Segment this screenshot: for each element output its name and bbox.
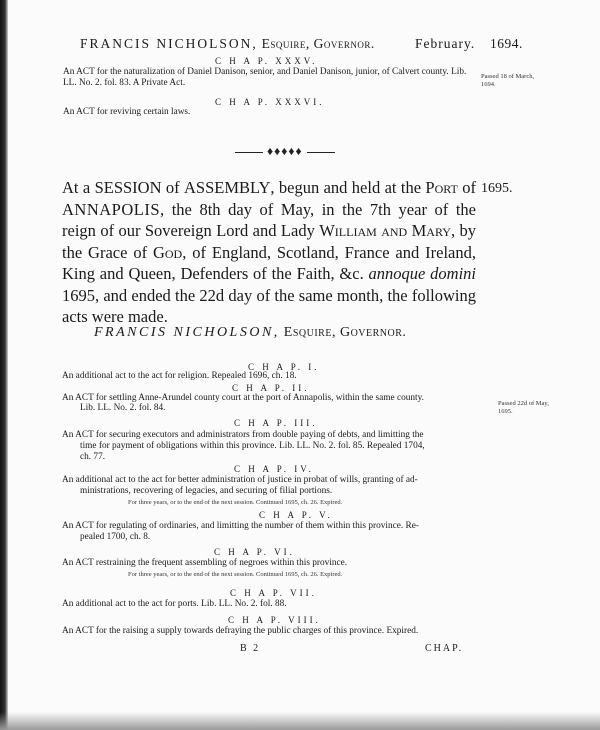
annapolis-word: ANNAPOLIS [62, 199, 161, 219]
margin-year: 1695. [481, 181, 513, 196]
assembly-word: ASSEMBLY [184, 178, 271, 197]
book-spine-shadow [0, 0, 8, 730]
chapter-heading: C H A P. III. [234, 418, 318, 428]
session-word: SESSION [94, 178, 162, 197]
chapter-heading: C H A P. V. [259, 510, 333, 520]
act-text: time for payment of obligations within this province. Lib. LL. No. 2. fol. 85. Repealed 1704, [80, 441, 425, 451]
act-text: An additional act to the act for better administration of justice in probat of wills, granting of ad- [62, 475, 418, 485]
margin-note: Passed 22d of May, 1695. [498, 400, 549, 415]
monarchs: William and Mary [319, 221, 451, 240]
chapter-heading: C H A P. VIII. [228, 615, 321, 625]
act-text: An ACT for the naturalization of Daniel Danison, senior, and Daniel Danison, junior, of Calvert county. Lib. LL. No. 2. fol. 83. A Private Act. [63, 67, 467, 88]
header-year: 1694. [490, 36, 523, 51]
ornament-rule-right [307, 152, 335, 153]
header-governor-title: Esquire, Governor. [261, 36, 375, 51]
chapter-heading: C H A P. I. [248, 362, 320, 372]
act-text: ch. 77. [80, 452, 106, 462]
header-month: February. [415, 36, 476, 51]
chapter-heading: C H A P. IV. [234, 464, 314, 474]
act-note: For three years, or to the end of the next session. Continued 1695, ch. 26. Expired. [128, 499, 343, 506]
act-text: An ACT for settling Anne-Arundel county court at the port of Annapolis, within the same county. [62, 393, 425, 403]
session-paragraph: At a SESSION of ASSEMBLY, begun and held at the Port of ANNAPOLIS, the 8th day of May, in the 7th year of the reign of our Sovereign Lord and Lady William and Mary, by the Grace of God, of England, Scotland, France and Ireland, King and Queen, Defenders of the Faith, &c. annoque domini 1695, and ended the 22d day of the same month, the following acts were made. [62, 178, 477, 326]
chapter-heading: C H A P. VII. [230, 588, 317, 598]
act-note: For three years, or to the end of the next session. Continued 1695, ch. 26. Expired. [128, 571, 343, 578]
act-text: ministrations, recovering of legacies, and securing of filial portions. [80, 486, 333, 496]
ornament-diamonds: ♦♦♦♦♦ [267, 144, 303, 158]
act-text: An ACT for regulating of ordinaries, and limitting the number of them within this province. Re- [62, 521, 419, 531]
ornament-rule-left [235, 152, 263, 153]
ornament-divider [235, 144, 335, 159]
act-text: An ACT for reviving certain laws. [63, 107, 191, 117]
governor-name: FRANCIS NICHOLSON, [94, 325, 280, 340]
chapter-heading: C H A P. XXXVI. [215, 97, 325, 107]
margin-note: Passed 18 of March, 1694. [481, 73, 535, 88]
header-governor-name: FRANCIS NICHOLSON, [80, 36, 258, 51]
chapter-heading: C H A P. II. [232, 383, 310, 393]
act-text: An ACT for securing executors and administrators from double paying of debts, and limitting the [62, 430, 424, 440]
signature-mark: B 2 [240, 643, 261, 654]
governor-title: Esquire, Governor. [283, 325, 407, 340]
catchword: CHAP. [425, 643, 464, 654]
act-text: An additional act to the act for religion. Repealed 1696, ch. 18. [62, 371, 297, 381]
act-text: Lib. LL. No. 2. fol. 84. [80, 403, 166, 413]
chapter-heading: C H A P. XXXV. [215, 56, 318, 66]
governor-heading [94, 325, 406, 341]
act-text: An ACT restraining the frequent assembling of negroes within this province. [62, 558, 348, 568]
running-header [80, 36, 523, 52]
act-text: pealed 1700, ch. 8. [80, 532, 151, 542]
bottom-shadow [0, 712, 600, 730]
chapter-heading: C H A P. VI. [214, 547, 295, 557]
act-text: An additional act to the act for ports. Lib. LL. No. 2. fol. 88. [62, 599, 287, 609]
latin-phrase: annoque domini [368, 264, 476, 283]
act-text: An ACT for the raising a supply towards defraying the public charges of this province. Expired. [62, 626, 419, 636]
